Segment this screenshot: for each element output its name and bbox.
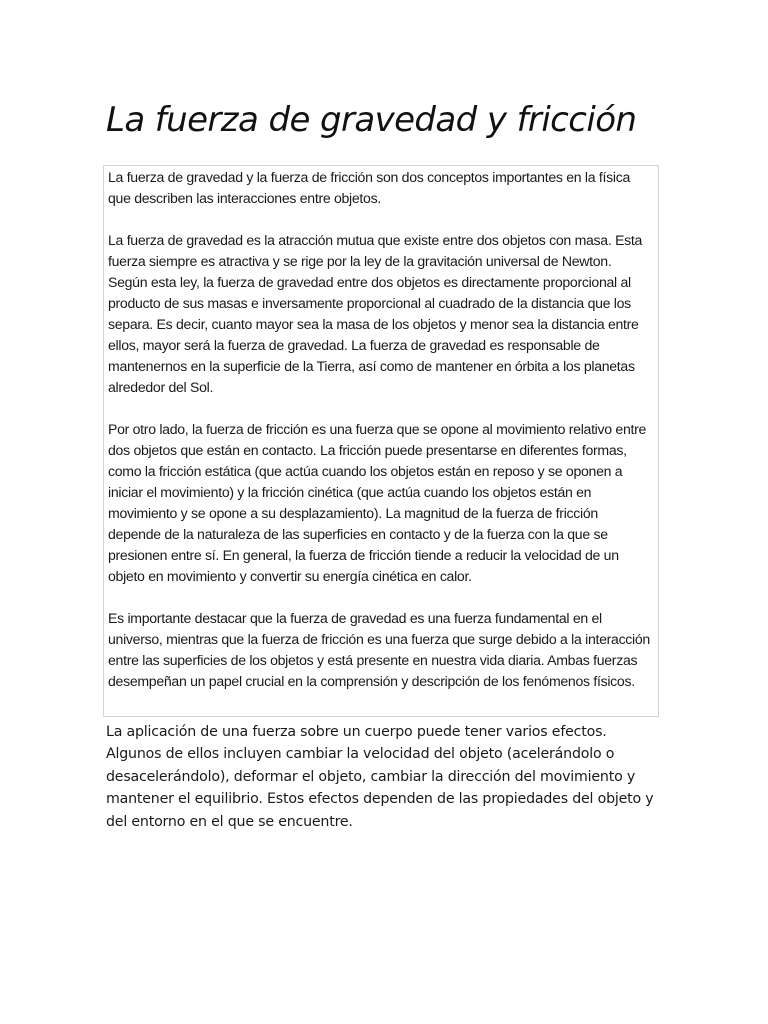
document-title: La fuerza de gravedad y fricción (106, 100, 637, 140)
box-paragraph-intro: La fuerza de gravedad y la fuerza de fricción son dos conceptos importantes en la física que describen las interacciones entre objetos. (108, 169, 631, 206)
box-paragraph-friction: Por otro lado, la fuerza de fricción es una fuerza que se opone al movimiento relativo entre dos objetos que están en contacto. La fricción puede presentarse en diferentes formas, como la fricción estática (que actúa cuando los objetos están en reposo y se oponen a iniciar el movimiento) y la fricción cinética (que actúa cuando los objetos están en movimiento y se opone a su desplazamiento). La magnitud de la fuerza de fricción depende de la naturaleza de las superficies en contacto y de la fuerza con la que se presionen entre sí. En general, la fuerza de fricción tiende a reducir la velocidad de un objeto en movimiento y convertir su energía cinética en calor. (108, 421, 647, 584)
text-box (103, 165, 659, 717)
footer-paragraph: La aplicación de una fuerza sobre un cuerpo puede tener varios efectos. Algunos de ellos incluyen cambiar la velocidad del objeto (acelerándolo o desacelerándolo), deformar el objeto, cambiar la dirección del movimiento y mantener el equilibrio. Estos efectos dependen de las propiedades del objeto y del entorno en el que se encuentre. (106, 724, 654, 830)
box-paragraph-gravity: La fuerza de gravedad es la atracción mutua que existe entre dos objetos con masa. Esta fuerza siempre es atractiva y se rige por la ley de la gravitación universal de Newton. Según esta ley, la fuerza de gravedad entre dos objetos es directamente proporcional al producto de sus masas e inversamente proporcional al cuadrado de la distancia que los separa. Es decir, cuanto mayor sea la masa de los objetos y menor sea la distancia entre ellos, mayor será la fuerza de gravedad. La fuerza de gravedad es responsable de mantenernos en la superficie de la Tierra, así como de mantener en órbita a los planetas alrededor del Sol. (108, 232, 643, 395)
box-paragraph-conclusion: Es importante destacar que la fuerza de gravedad es una fuerza fundamental en el universo, mientras que la fuerza de fricción es una fuerza que surge debido a la interacción entre las superficies de los objetos y está presente en nuestra vida diaria. Ambas fuerzas desempeñan un papel crucial en la comprensión y descripción de los fenómenos físicos. (108, 610, 650, 689)
